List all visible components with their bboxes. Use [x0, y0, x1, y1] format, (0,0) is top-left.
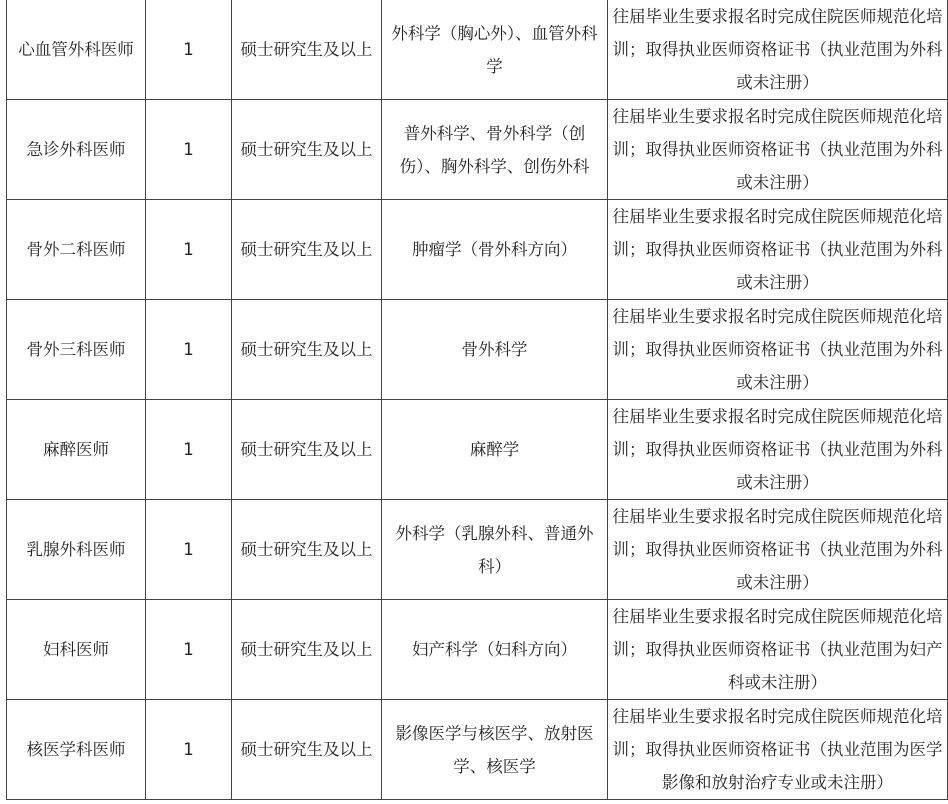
education-cell: 硕士研究生及以上 — [232, 100, 382, 200]
education-cell: 硕士研究生及以上 — [232, 300, 382, 400]
requirement-cell: 往届毕业生要求报名时完成住院医师规范化培训；取得执业医师资格证书（执业范围为外科或未注册） — [608, 200, 948, 300]
recruitment-table-body — [7, 0, 948, 800]
major-cell: 妇产科学（妇科方向） — [382, 600, 608, 700]
education-cell: 硕士研究生及以上 — [232, 400, 382, 500]
table-row — [7, 100, 948, 200]
education-cell: 硕士研究生及以上 — [232, 500, 382, 600]
position-cell: 乳腺外科医师 — [7, 500, 146, 600]
major-cell: 麻醉学 — [382, 400, 608, 500]
position-cell: 心血管外科医师 — [7, 0, 146, 100]
major-cell: 骨外科学 — [382, 300, 608, 400]
requirement-cell: 往届毕业生要求报名时完成住院医师规范化培训；取得执业医师资格证书（执业范围为外科或未注册） — [608, 0, 948, 100]
count-cell: 1 — [146, 100, 232, 200]
count-cell: 1 — [146, 500, 232, 600]
education-cell: 硕士研究生及以上 — [232, 0, 382, 100]
count-cell: 1 — [146, 700, 232, 800]
requirement-cell: 往届毕业生要求报名时完成住院医师规范化培训；取得执业医师资格证书（执业范围为外科或未注册） — [608, 300, 948, 400]
position-cell: 妇科医师 — [7, 600, 146, 700]
count-cell: 1 — [146, 300, 232, 400]
count-cell: 1 — [146, 400, 232, 500]
education-cell: 硕士研究生及以上 — [232, 700, 382, 800]
education-cell: 硕士研究生及以上 — [232, 200, 382, 300]
requirement-cell: 往届毕业生要求报名时完成住院医师规范化培训；取得执业医师资格证书（执业范围为外科或未注册） — [608, 400, 948, 500]
count-cell: 1 — [146, 600, 232, 700]
position-cell: 骨外二科医师 — [7, 200, 146, 300]
table-row — [7, 400, 948, 500]
position-cell: 麻醉医师 — [7, 400, 146, 500]
table-row — [7, 600, 948, 700]
major-cell: 外科学（乳腺外科、普通外科） — [382, 500, 608, 600]
table-row — [7, 700, 948, 800]
count-cell: 1 — [146, 0, 232, 100]
major-cell: 肿瘤学（骨外科方向） — [382, 200, 608, 300]
position-cell: 急诊外科医师 — [7, 100, 146, 200]
requirement-cell: 往届毕业生要求报名时完成住院医师规范化培训；取得执业医师资格证书（执业范围为妇产科或未注册） — [608, 600, 948, 700]
position-cell: 核医学科医师 — [7, 700, 146, 800]
requirement-cell: 往届毕业生要求报名时完成住院医师规范化培训；取得执业医师资格证书（执业范围为医学影像和放射治疗专业或未注册） — [608, 700, 948, 800]
recruitment-table — [6, 0, 948, 800]
requirement-cell: 往届毕业生要求报名时完成住院医师规范化培训；取得执业医师资格证书（执业范围为外科或未注册） — [608, 500, 948, 600]
education-cell: 硕士研究生及以上 — [232, 600, 382, 700]
table-row — [7, 300, 948, 400]
table-row — [7, 0, 948, 100]
table-row — [7, 200, 948, 300]
position-cell: 骨外三科医师 — [7, 300, 146, 400]
major-cell: 影像医学与核医学、放射医学、核医学 — [382, 700, 608, 800]
major-cell: 普外科学、骨外科学（创伤）、胸外科学、创伤外科 — [382, 100, 608, 200]
major-cell: 外科学（胸心外）、血管外科学 — [382, 0, 608, 100]
count-cell: 1 — [146, 200, 232, 300]
requirement-cell: 往届毕业生要求报名时完成住院医师规范化培训；取得执业医师资格证书（执业范围为外科或未注册） — [608, 100, 948, 200]
table-row — [7, 500, 948, 600]
